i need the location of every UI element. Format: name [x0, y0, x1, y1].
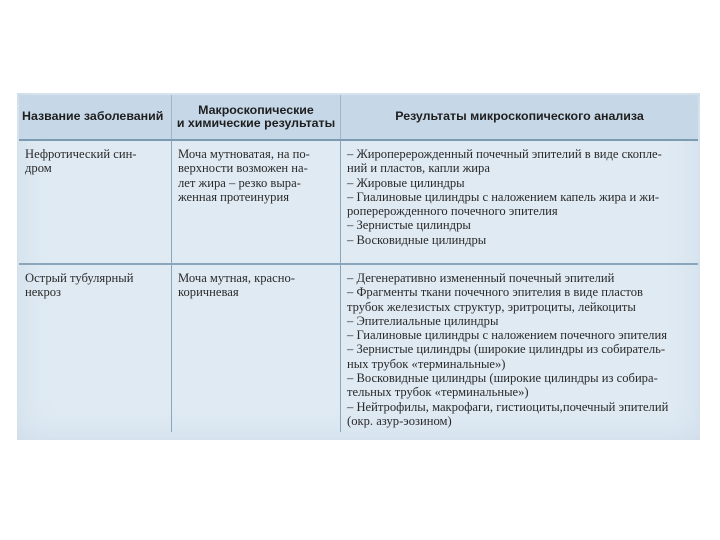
cell-line: дром — [25, 161, 52, 176]
cell-disease-name — [19, 140, 172, 264]
cell-line: Моча мутная, красно- — [178, 271, 295, 285]
cell-disease-name — [19, 264, 172, 432]
cell-line: – Восковидные цилиндры (широкие цилиндры из собира- — [347, 371, 658, 386]
cell-line: трубок железистых структур, эритроциты, лейкоциты — [347, 299, 636, 314]
cell-line: (окр. азур-эозином) — [347, 413, 452, 428]
cell-line: Нефротический син- — [25, 147, 137, 161]
cell-line: коричневая — [178, 285, 239, 300]
cell-line: – Гиалиновые цилиндры с наложением почечного эпителия — [347, 328, 667, 343]
cell-line: ний и пластов, капли жира — [347, 161, 490, 176]
cell-line: – Фрагменты ткани почечного эпителия в виде пластов — [347, 285, 643, 300]
table-header-row — [19, 95, 698, 140]
cell-macroscopic — [172, 264, 341, 432]
cell-line: женная протеинурия — [178, 189, 290, 204]
cell-line: – Зернистые цилиндры (широкие цилиндры из собиратель- — [347, 342, 666, 357]
cell-line: – Жировые цилиндры — [347, 175, 465, 190]
cell-line: – Гиалиновые цилиндры с наложением капель жира и жи- — [347, 189, 660, 204]
diagnosis-table — [19, 95, 698, 432]
cell-line: ных трубок «терминальные») — [347, 356, 506, 371]
cell-line: Моча мутноватая, на по- — [178, 147, 310, 161]
table-row — [19, 140, 698, 264]
header-line: Результаты микроскопического анализа — [395, 109, 644, 124]
document-page — [17, 93, 700, 440]
cell-line: – Жироперерожденный почечный эпителий в виде скопле- — [347, 147, 662, 161]
cell-line: лет жира – резко выра- — [178, 175, 301, 190]
cell-microscopic — [341, 264, 699, 432]
cell-line: – Зернистые цилиндры — [347, 218, 471, 233]
header-line: Макроскопические — [198, 102, 314, 117]
cell-line: роперерожденного почечного эпителия — [347, 204, 558, 219]
cell-microscopic — [341, 140, 699, 264]
cell-line: Острый тубулярный — [25, 271, 134, 285]
header-line: Название заболеваний — [22, 109, 164, 124]
cell-line: – Нейтрофилы, макрофаги, гистиоциты,почечный эпителий — [347, 399, 669, 414]
table-row — [19, 264, 698, 432]
cell-line: верхности возможен на- — [178, 161, 308, 176]
cell-line: тельных трубок «терминальные») — [347, 385, 529, 400]
cell-line: – Дегенеративно измененный почечный эпителий — [347, 271, 615, 285]
header-macroscopic — [172, 95, 341, 140]
cell-line: – Восковидные цилиндры — [347, 232, 487, 247]
header-line: и химические результаты — [176, 116, 336, 130]
header-disease-name — [19, 95, 172, 140]
header-microscopic — [341, 95, 699, 140]
cell-macroscopic — [172, 140, 341, 264]
cell-line: некроз — [25, 285, 62, 300]
cell-line: – Эпителиальные цилиндры — [347, 313, 499, 328]
